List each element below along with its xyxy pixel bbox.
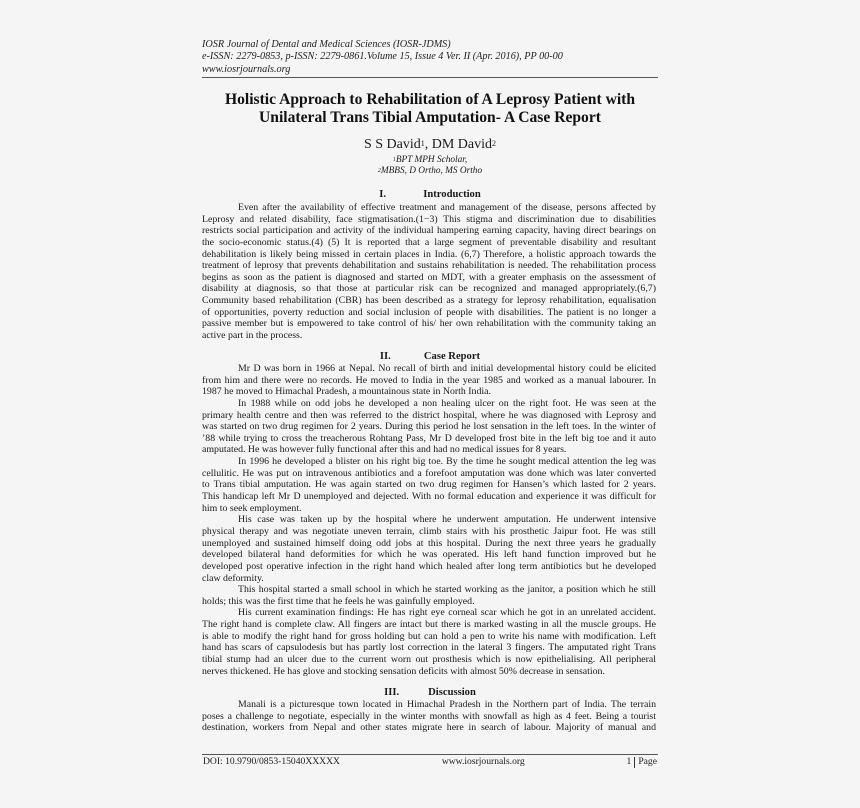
header-divider: [202, 77, 658, 78]
section-number: I.: [379, 189, 387, 200]
author-2-affiliation-mark: 2: [492, 139, 497, 148]
text-line: In 1988 while on odd jobs he developed a non healing ulcer on the right foot. He was seen at the: [238, 397, 656, 409]
section-body-case-report: [202, 363, 656, 677]
footer-divider: [202, 754, 658, 755]
page-separator: [634, 757, 635, 768]
section-heading-discussion: [202, 687, 658, 699]
page-label: Page: [638, 756, 657, 767]
text-line: physical therapy and was negotiate uneven terrain, climb stairs with his prosthetic Jaipur foot. He was still: [202, 525, 656, 537]
section-body-introduction: [202, 202, 656, 342]
text-line: Leprosy and related disability, face stigmatisation.(1−3) This stigma and discrimination due to disabilities: [202, 213, 656, 225]
text-line: poses a challenge to negotiate, especially in the winter months with snowfall as high as 4 feet. Being a tourist: [202, 710, 656, 722]
title-line-1: Holistic Approach to Rehabilitation of A Leprosy Patient with: [224, 91, 636, 108]
text-line: developed post operative infection in the right hand which healed after long term antibiotics but he developed: [202, 560, 656, 572]
text-line: begins as soon as the patient is diagnosed and started on MDT, with a greater emphasis on the assessment of: [202, 271, 656, 283]
text-line: to Trans tibial amputation. He was again started on two drug regimen for Hansen’s which lasted for 2 years.: [202, 479, 656, 491]
text-line: In 1996 he developed a blister on his right big toe. By the time he sought medical attention the leg was: [238, 456, 656, 468]
text-line: Even after the availability of effective treatment and management of the disease, persons affected by: [238, 202, 656, 213]
text-line: restricts social participation and activity of the individual hampering earning capacity, having direct bearings on: [202, 225, 656, 237]
text-line: was started on two drug regimen for 2 years. During this period he lost sensation in the left toes. In the winter of: [202, 421, 656, 433]
text-line: passive member but is empowered to take control of his/ her own rehabilitation with the community taking an: [202, 318, 656, 330]
footer-page-indicator: [627, 756, 657, 768]
text-line: primary health centre and then was referred to the district hospital, where he was diagnosed with Leprosy and: [202, 409, 656, 421]
author-1: S S David: [363, 137, 421, 152]
journal-issn: e-ISSN: 2279-0853, p-ISSN: 2279-0861.Volume 15, Issue 4 Ver. II (Apr. 2016), PP 00-00: [202, 51, 563, 63]
title-line-2: Unilateral Trans Tibial Amputation- A Case Report: [259, 109, 601, 126]
affiliation-2-mark: 2: [377, 168, 381, 174]
text-line: This hospital started a small school in which he started working as the janitor, a position which he still: [238, 584, 656, 596]
text-line: ’88 while trying to cross the treacherous Rohtang Pass, Mr D developed frost bite in the left big toe and it auto: [202, 432, 656, 444]
text-line: This handicap left Mr D unemployed and dejected. With no formal education and experience it was difficult for: [202, 491, 656, 503]
author-1-affiliation-mark: 1: [420, 139, 425, 148]
section-heading-introduction: [202, 189, 658, 201]
section-title: Discussion: [428, 687, 476, 698]
section-body-discussion: [202, 699, 656, 734]
section-heading-case-report: [202, 351, 658, 363]
affiliation-2-text: MBBS, D Ortho, MS Ortho: [380, 166, 483, 176]
text-line: treatment of leprosy that prevents dehabilitation and sustains rehabilitation is needed. The rehabilitation process: [202, 260, 656, 272]
author-separator: ,: [424, 137, 432, 152]
author-2: DM David: [431, 137, 493, 152]
text-line: Manali is a picturesque town located in Himachal Pradesh in the Northern part of India. The terrain: [238, 699, 656, 710]
section-title: Introduction: [423, 189, 481, 200]
text-line: from him and there were no records. He moved to India in the year 1985 and worked as a manual labourer. In: [202, 374, 656, 386]
affiliation-1-mark: 1: [392, 157, 396, 163]
journal-website[interactable]: www.iosrjournals.org: [202, 63, 291, 75]
section-number: II.: [379, 351, 391, 362]
text-line: hand has scars of capsulodesis but has partly lost correction in the lateral 3 fingers. The amputated right Trans: [202, 642, 656, 654]
affiliation-1: [202, 155, 658, 166]
text-line: The right hand is complete claw. All fingers are intact but there is marked wasting in all the muscle groups. He: [202, 619, 656, 631]
text-line: the socio-economic status.(4) (5) It is reported that a large segment of preventable disability and resultant: [202, 236, 656, 248]
paper-title: [202, 91, 658, 127]
journal-name: IOSR Journal of Dental and Medical Sciences (IOSR-JDMS): [202, 39, 451, 50]
text-line: tibial stump had an ulcer due to the current worn out prosthesis which is now epithelialising. All peripheral: [202, 654, 656, 666]
text-line: of opportunities, poverty reduction and social inclusion of people with disabilities. The patient is no longer a: [202, 306, 656, 318]
affiliation-2: [202, 166, 658, 177]
section-number: III.: [384, 687, 400, 698]
text-line: Mr D was born in 1966 at Nepal. No recall of birth and initial developmental history could be elicited: [238, 363, 656, 374]
footer-website[interactable]: www.iosrjournals.org: [441, 756, 525, 767]
affiliation-1-text: BPT MPH Scholar,: [395, 155, 468, 165]
text-line: unemployed and sustained himself doing odd jobs at this hospital. During the next three years he gradually: [202, 537, 656, 549]
text-line: Community based rehabilitation (CBR) has been described as a strategy for leprosy rehabilitation, equalisation: [202, 295, 656, 307]
section-title: Case Report: [423, 351, 481, 362]
author-list: [202, 137, 658, 153]
page-footer: [203, 756, 657, 768]
text-line: His current examination findings: He has right eye corneal scar which he got in an unrelated accident.: [238, 607, 656, 619]
text-line: claw deformity.: [202, 572, 264, 584]
text-line: destination, workers from Nepal and other states migrate here in search of labour. Majority of manual and: [202, 722, 656, 734]
text-line: amputated. He was however fully functional after this and had no medical issues for 8 years.: [202, 444, 567, 456]
text-line: His case was taken up by the hospital where he underwent amputation. He underwent intensive: [238, 514, 656, 526]
page-number: 1: [626, 756, 632, 767]
footer-doi: DOI: 10.9790/0853-15040XXXXX: [203, 756, 340, 767]
text-line: active part in the process.: [202, 330, 303, 342]
journal-header: [202, 39, 658, 76]
text-line: disability at diagnosis, so that those at particular risk can be recognized and managed appropriately.(6,7): [202, 283, 656, 295]
text-line: developed bilateral hand deformities for which he was operated. His left hand function improved but he: [202, 549, 656, 561]
text-line: cellulitic. He was put on intravenous antibiotics and a forefoot amputation was done which was later converted: [202, 467, 656, 479]
text-line: nerves thickened. He has glove and stocking sensation deficits with almost 50% decrease in sensation.: [202, 665, 605, 677]
text-line: dehabilitation is likely being missed in certain places in India. (6,7) Therefore, a holistic approach towards the: [202, 248, 656, 260]
text-line: 1987 he moved to Himachal Pradesh, a mountainous state in North India.: [202, 386, 491, 398]
text-line: holds; this was the first time that he feels he was gainfully employed.: [202, 595, 475, 607]
text-line: him to seek employment.: [202, 502, 302, 514]
text-line: is able to modify the right hand for gross holding but can hold a pen to write his name with modification. Left: [202, 630, 656, 642]
